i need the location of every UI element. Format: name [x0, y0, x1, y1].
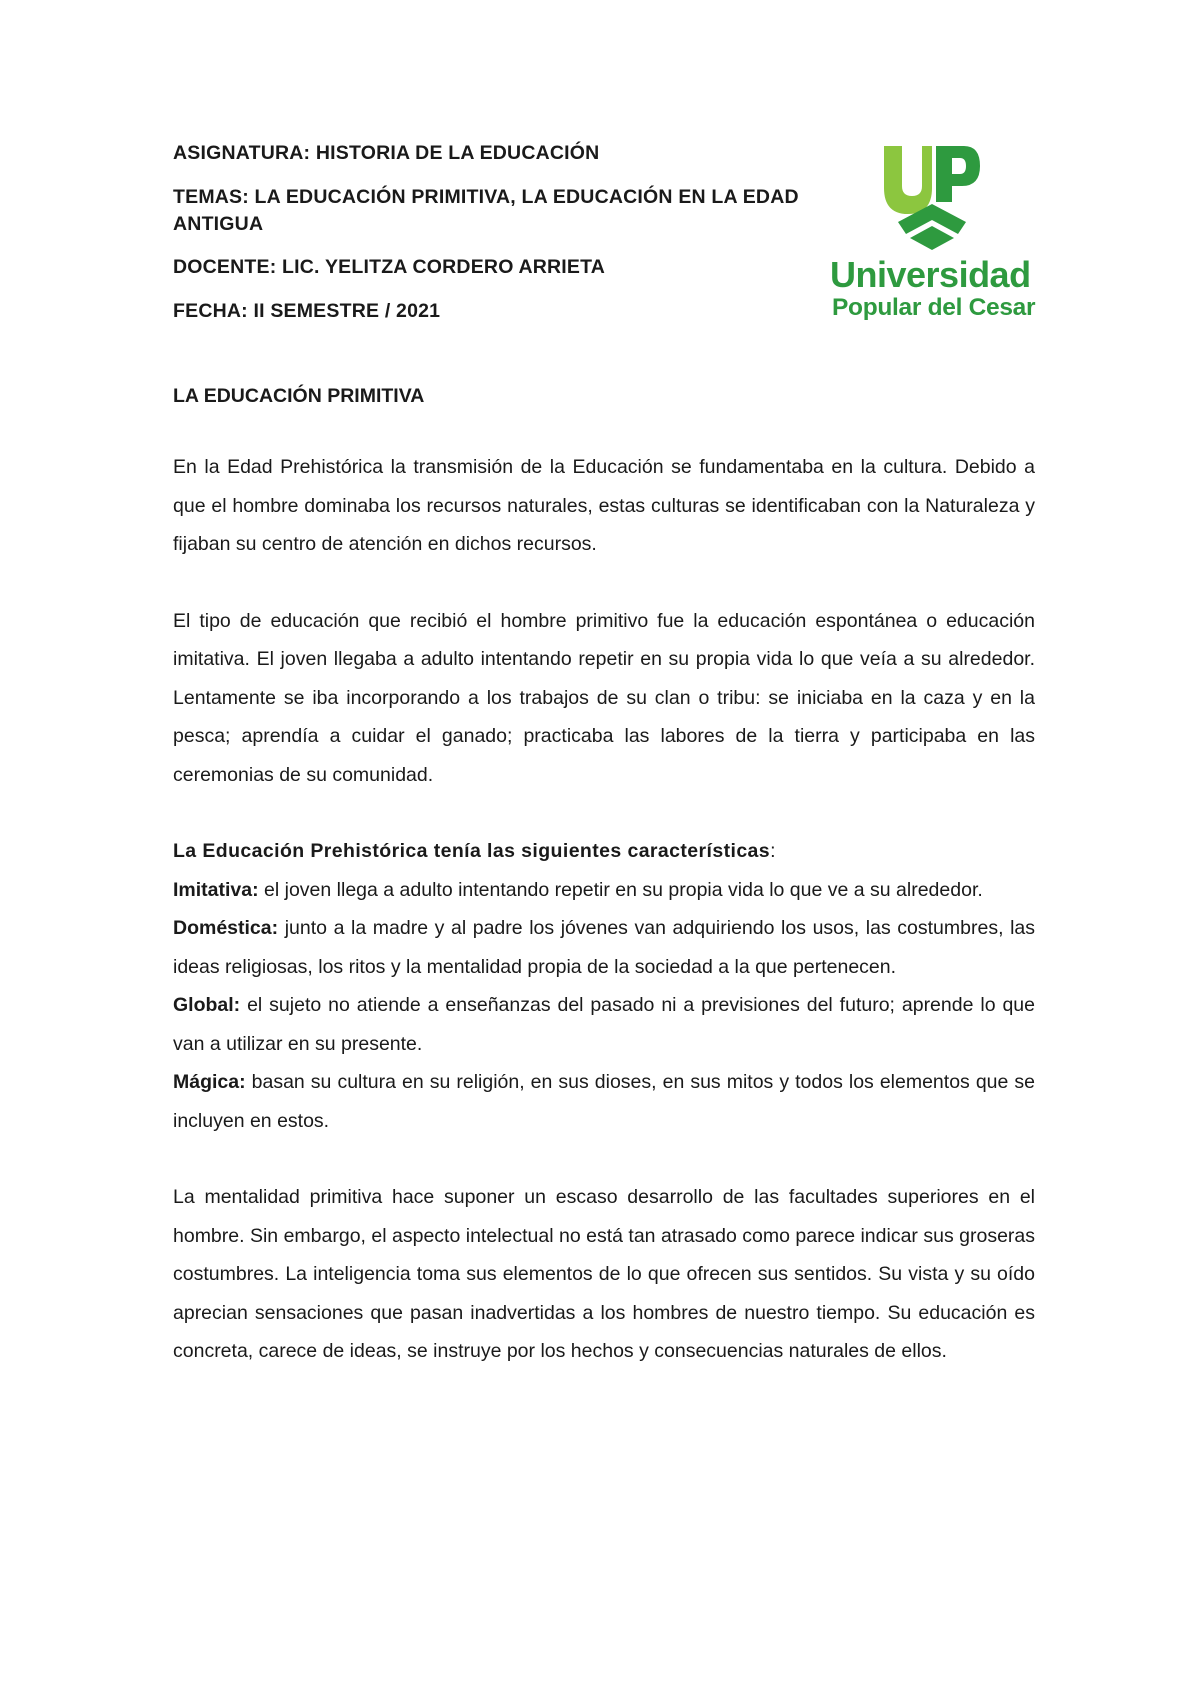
- characteristic-item: [173, 986, 1035, 1063]
- characteristic-item: [173, 909, 1035, 986]
- characteristic-term: Imitativa:: [173, 878, 259, 901]
- paragraph-2: El tipo de educación que recibió el hombre primitivo fue la educación espontánea o educación imitativa. El joven llegaba a adulto intentando repetir en su propia vida lo que veía a su alrededor. Lentamente se iba incorporando a los trabajos de su clan o tribu: se iniciaba en la caza y en la pesca; aprendía a cuidar el ganado; practicaba las labores de la tierra y participaba en las ceremonias de su comunidad.: [173, 609, 1035, 786]
- characteristic-term: Mágica:: [173, 1071, 246, 1093]
- subject-line: ASIGNATURA: HISTORIA DE LA EDUCACIÓN: [173, 142, 600, 164]
- paragraph-spacer: [173, 1140, 1035, 1178]
- characteristic-text: basan su cultura en su religión, en sus dioses, en sus mitos y todos los elementos que se incluyen en estos.: [173, 1071, 1035, 1132]
- topics-line: TEMAS: LA EDUCACIÓN PRIMITIVA, LA EDUCACIÓN EN LA EDAD ANTIGUA: [173, 186, 799, 235]
- university-logo-mark-icon: [882, 142, 982, 252]
- characteristics-heading-colon: :: [770, 840, 776, 862]
- characteristic-term: Doméstica:: [173, 917, 279, 939]
- paragraph-1: En la Edad Prehistórica la transmisión de la Educación se fundamentaba en la cultura. Debido a que el hombre dominaba los recursos naturales, estas culturas se identificaban con la Naturaleza y fijaban su centro de atención en dichos recursos.: [173, 456, 1035, 555]
- date-line: FECHA: II SEMESTRE / 2021: [173, 300, 441, 322]
- characteristic-text: junto a la madre y al padre los jóvenes van adquiriendo los usos, las costumbres, las ideas religiosas, los ritos y la mentalidad propia de la sociedad a la que pertenecen.: [173, 917, 1035, 978]
- logo-university-text: Universidad: [830, 254, 1031, 295]
- characteristics-heading-text: La Educación Prehistórica tenía las siguientes características: [173, 840, 771, 862]
- university-logo: [830, 140, 1040, 325]
- characteristics-heading: [173, 832, 1035, 871]
- characteristic-item: [173, 871, 1035, 910]
- characteristic-term: Global:: [173, 994, 241, 1016]
- characteristic-text: el joven llega a adulto intentando repetir en su propia vida lo que ve a su alrededor.: [258, 878, 983, 901]
- section-title: LA EDUCACIÓN PRIMITIVA: [173, 385, 425, 407]
- paragraph-3: La mentalidad primitiva hace suponer un escaso desarrollo de las facultades superiores en el hombre. Sin embargo, el aspecto intelectual no está tan atrasado como parece indicar sus groseras costumbres. La inteligencia toma sus elementos de lo que ofrecen sus sentidos. Su vista y su oído aprecian sensaciones que pasan inadvertidas a los hombres de nuestro tiempo. Su educación es concreta, carece de ideas, se instruye por los hechos y consecuencias naturales de ellos.: [173, 1186, 1035, 1362]
- document-body: [173, 382, 1035, 1409]
- teacher-line: DOCENTE: LIC. YELITZA CORDERO ARRIETA: [173, 256, 606, 278]
- characteristic-text: el sujeto no atiende a enseñanzas del pasado ni a previsiones del futuro; aprende lo que van a utilizar en su presente.: [173, 994, 1035, 1055]
- characteristic-item: [173, 1063, 1035, 1140]
- logo-name-text: Popular del Cesar: [832, 294, 1036, 321]
